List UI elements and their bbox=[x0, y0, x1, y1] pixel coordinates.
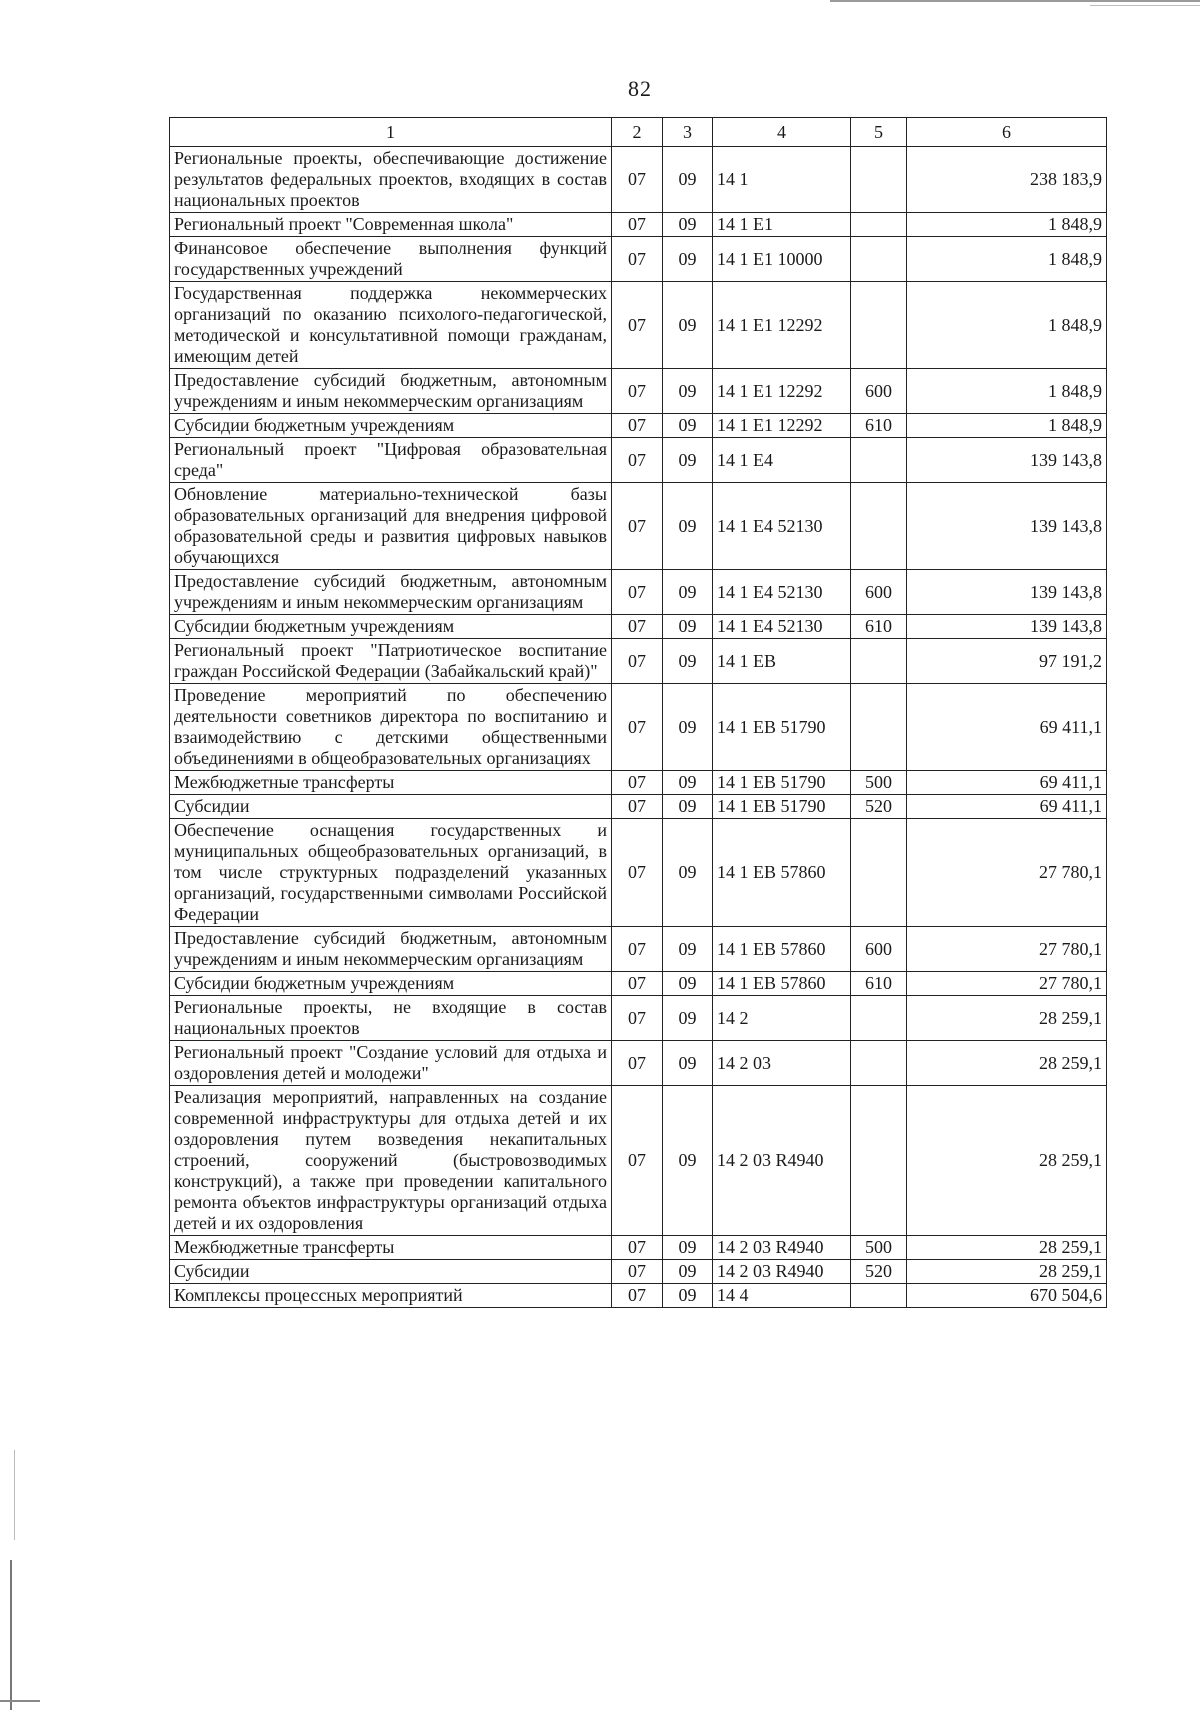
target-article-code: 14 1 EB 57860 bbox=[713, 972, 851, 996]
item-name: Региональный проект "Патриотическое воспитание граждан Российской Федерации (Забайкальский край)" bbox=[170, 639, 612, 684]
target-article-code: 14 1 EB 57860 bbox=[713, 927, 851, 972]
item-name: Субсидии бюджетным учреждениям bbox=[170, 615, 612, 639]
item-name: Субсидии бюджетным учреждениям bbox=[170, 414, 612, 438]
section-code: 07 bbox=[612, 684, 663, 771]
target-article-code: 14 1 E1 10000 bbox=[713, 237, 851, 282]
table-row bbox=[170, 795, 1107, 819]
scan-artifact-top bbox=[830, 0, 1200, 2]
section-code: 07 bbox=[612, 1260, 663, 1284]
item-name: Государственная поддержка некоммерческих организаций по оказанию психолого-педагогической, методической и консультативной помощи гражданам, имеющим детей bbox=[170, 282, 612, 369]
target-article-code: 14 1 E4 52130 bbox=[713, 615, 851, 639]
expense-type-code bbox=[851, 639, 907, 684]
target-article-code: 14 1 E1 12292 bbox=[713, 282, 851, 369]
table-row bbox=[170, 1236, 1107, 1260]
target-article-code: 14 1 EB 51790 bbox=[713, 771, 851, 795]
item-name: Региональный проект "Современная школа" bbox=[170, 213, 612, 237]
item-name: Субсидии бюджетным учреждениям bbox=[170, 972, 612, 996]
target-article-code: 14 1 E1 12292 bbox=[713, 369, 851, 414]
section-code: 07 bbox=[612, 639, 663, 684]
item-name: Комплексы процессных мероприятий bbox=[170, 1284, 612, 1308]
section-code: 07 bbox=[612, 1284, 663, 1308]
scan-artifact-left bbox=[10, 1560, 12, 1710]
expense-type-code bbox=[851, 438, 907, 483]
target-article-code: 14 4 bbox=[713, 1284, 851, 1308]
expense-type-code: 600 bbox=[851, 570, 907, 615]
subsection-code: 09 bbox=[663, 1284, 713, 1308]
subsection-code: 09 bbox=[663, 570, 713, 615]
amount: 139 143,8 bbox=[907, 615, 1107, 639]
scan-artifact-left-2 bbox=[14, 1450, 15, 1540]
table-row bbox=[170, 1041, 1107, 1086]
item-name: Проведение мероприятий по обеспечению деятельности советников директора по воспитанию и взаимодействию с детскими общественными объединениями в общеобразовательных организациях bbox=[170, 684, 612, 771]
budget-table bbox=[169, 117, 1107, 1308]
item-name: Региональный проект "Цифровая образовательная среда" bbox=[170, 438, 612, 483]
table-row bbox=[170, 1260, 1107, 1284]
section-code: 07 bbox=[612, 414, 663, 438]
amount: 97 191,2 bbox=[907, 639, 1107, 684]
expense-type-code: 500 bbox=[851, 1236, 907, 1260]
column-header-3: 3 bbox=[663, 118, 713, 147]
expense-type-code bbox=[851, 237, 907, 282]
subsection-code: 09 bbox=[663, 927, 713, 972]
target-article-code: 14 1 E1 12292 bbox=[713, 414, 851, 438]
section-code: 07 bbox=[612, 615, 663, 639]
amount: 28 259,1 bbox=[907, 1260, 1107, 1284]
table-row bbox=[170, 237, 1107, 282]
subsection-code: 09 bbox=[663, 684, 713, 771]
amount: 69 411,1 bbox=[907, 771, 1107, 795]
subsection-code: 09 bbox=[663, 795, 713, 819]
target-article-code: 14 1 EB 57860 bbox=[713, 819, 851, 927]
amount: 139 143,8 bbox=[907, 570, 1107, 615]
column-header-5: 5 bbox=[851, 118, 907, 147]
page-number: 82 bbox=[628, 76, 652, 101]
amount: 27 780,1 bbox=[907, 819, 1107, 927]
amount: 28 259,1 bbox=[907, 996, 1107, 1041]
scan-artifact-bottom-left bbox=[0, 1700, 40, 1702]
amount: 1 848,9 bbox=[907, 213, 1107, 237]
column-header-2: 2 bbox=[612, 118, 663, 147]
subsection-code: 09 bbox=[663, 996, 713, 1041]
target-article-code: 14 1 E1 bbox=[713, 213, 851, 237]
item-name: Региональные проекты, не входящие в состав национальных проектов bbox=[170, 996, 612, 1041]
item-name: Предоставление субсидий бюджетным, автономным учреждениям и иным некоммерческим организациям bbox=[170, 927, 612, 972]
expense-type-code bbox=[851, 1284, 907, 1308]
expense-type-code: 610 bbox=[851, 615, 907, 639]
amount: 1 848,9 bbox=[907, 237, 1107, 282]
section-code: 07 bbox=[612, 570, 663, 615]
item-name: Реализация мероприятий, направленных на создание современной инфраструктуры для отдыха детей и их оздоровления путем возведения некапитальных строений, сооружений (быстровозводимых конструкций), а также при проведении капитального ремонта объектов инфраструктуры организаций отдыха детей и их оздоровления bbox=[170, 1086, 612, 1236]
target-article-code: 14 1 bbox=[713, 147, 851, 213]
target-article-code: 14 2 bbox=[713, 996, 851, 1041]
section-code: 07 bbox=[612, 147, 663, 213]
amount: 27 780,1 bbox=[907, 927, 1107, 972]
table-row bbox=[170, 1086, 1107, 1236]
amount: 28 259,1 bbox=[907, 1041, 1107, 1086]
item-name: Предоставление субсидий бюджетным, автономным учреждениям и иным некоммерческим организациям bbox=[170, 570, 612, 615]
table-row bbox=[170, 213, 1107, 237]
section-code: 07 bbox=[612, 438, 663, 483]
subsection-code: 09 bbox=[663, 438, 713, 483]
section-code: 07 bbox=[612, 795, 663, 819]
subsection-code: 09 bbox=[663, 1086, 713, 1236]
item-name: Межбюджетные трансферты bbox=[170, 771, 612, 795]
subsection-code: 09 bbox=[663, 771, 713, 795]
amount: 28 259,1 bbox=[907, 1236, 1107, 1260]
table-row bbox=[170, 639, 1107, 684]
amount: 1 848,9 bbox=[907, 282, 1107, 369]
section-code: 07 bbox=[612, 1086, 663, 1236]
table-row bbox=[170, 483, 1107, 570]
expense-type-code bbox=[851, 1041, 907, 1086]
expense-type-code bbox=[851, 282, 907, 369]
expense-type-code: 500 bbox=[851, 771, 907, 795]
expense-type-code bbox=[851, 684, 907, 771]
amount: 238 183,9 bbox=[907, 147, 1107, 213]
subsection-code: 09 bbox=[663, 615, 713, 639]
section-code: 07 bbox=[612, 483, 663, 570]
target-article-code: 14 1 E4 52130 bbox=[713, 483, 851, 570]
table-row bbox=[170, 996, 1107, 1041]
target-article-code: 14 2 03 R4940 bbox=[713, 1086, 851, 1236]
section-code: 07 bbox=[612, 213, 663, 237]
item-name: Финансовое обеспечение выполнения функций государственных учреждений bbox=[170, 237, 612, 282]
target-article-code: 14 1 EB 51790 bbox=[713, 684, 851, 771]
column-header-1: 1 bbox=[170, 118, 612, 147]
table-row bbox=[170, 570, 1107, 615]
item-name: Предоставление субсидий бюджетным, автономным учреждениям и иным некоммерческим организациям bbox=[170, 369, 612, 414]
item-name: Региональные проекты, обеспечивающие достижение результатов федеральных проектов, входящих в состав национальных проектов bbox=[170, 147, 612, 213]
expense-type-code bbox=[851, 213, 907, 237]
target-article-code: 14 1 E4 52130 bbox=[713, 570, 851, 615]
expense-type-code bbox=[851, 819, 907, 927]
expense-type-code bbox=[851, 483, 907, 570]
target-article-code: 14 2 03 R4940 bbox=[713, 1260, 851, 1284]
section-code: 07 bbox=[612, 1041, 663, 1086]
expense-type-code: 520 bbox=[851, 795, 907, 819]
section-code: 07 bbox=[612, 369, 663, 414]
amount: 1 848,9 bbox=[907, 369, 1107, 414]
table-row bbox=[170, 771, 1107, 795]
subsection-code: 09 bbox=[663, 483, 713, 570]
section-code: 07 bbox=[612, 771, 663, 795]
expense-type-code bbox=[851, 996, 907, 1041]
section-code: 07 bbox=[612, 972, 663, 996]
target-article-code: 14 2 03 bbox=[713, 1041, 851, 1086]
expense-type-code: 520 bbox=[851, 1260, 907, 1284]
subsection-code: 09 bbox=[663, 1260, 713, 1284]
amount: 139 143,8 bbox=[907, 483, 1107, 570]
table-row bbox=[170, 819, 1107, 927]
amount: 69 411,1 bbox=[907, 795, 1107, 819]
item-name: Субсидии bbox=[170, 795, 612, 819]
expense-type-code: 600 bbox=[851, 369, 907, 414]
subsection-code: 09 bbox=[663, 369, 713, 414]
section-code: 07 bbox=[612, 282, 663, 369]
section-code: 07 bbox=[612, 819, 663, 927]
column-header-6: 6 bbox=[907, 118, 1107, 147]
section-code: 07 bbox=[612, 1236, 663, 1260]
table-row bbox=[170, 147, 1107, 213]
target-article-code: 14 1 EB bbox=[713, 639, 851, 684]
section-code: 07 bbox=[612, 996, 663, 1041]
amount: 27 780,1 bbox=[907, 972, 1107, 996]
subsection-code: 09 bbox=[663, 1041, 713, 1086]
expense-type-code: 600 bbox=[851, 927, 907, 972]
section-code: 07 bbox=[612, 927, 663, 972]
scan-artifact-top-2 bbox=[1090, 5, 1200, 6]
section-code: 07 bbox=[612, 237, 663, 282]
amount: 1 848,9 bbox=[907, 414, 1107, 438]
target-article-code: 14 1 E4 bbox=[713, 438, 851, 483]
target-article-code: 14 2 03 R4940 bbox=[713, 1236, 851, 1260]
subsection-code: 09 bbox=[663, 414, 713, 438]
item-name: Субсидии bbox=[170, 1260, 612, 1284]
table-row bbox=[170, 282, 1107, 369]
table-row bbox=[170, 414, 1107, 438]
table-row bbox=[170, 438, 1107, 483]
subsection-code: 09 bbox=[663, 213, 713, 237]
subsection-code: 09 bbox=[663, 972, 713, 996]
subsection-code: 09 bbox=[663, 147, 713, 213]
item-name: Межбюджетные трансферты bbox=[170, 1236, 612, 1260]
subsection-code: 09 bbox=[663, 639, 713, 684]
target-article-code: 14 1 EB 51790 bbox=[713, 795, 851, 819]
table-row bbox=[170, 684, 1107, 771]
table-row bbox=[170, 615, 1107, 639]
item-name: Региональный проект "Создание условий для отдыха и оздоровления детей и молодежи" bbox=[170, 1041, 612, 1086]
subsection-code: 09 bbox=[663, 1236, 713, 1260]
table-row bbox=[170, 972, 1107, 996]
subsection-code: 09 bbox=[663, 282, 713, 369]
amount: 670 504,6 bbox=[907, 1284, 1107, 1308]
table-row bbox=[170, 1284, 1107, 1308]
item-name: Обеспечение оснащения государственных и муниципальных общеобразовательных организаций, в том числе структурных подразделений указанных организаций, государственными символами Российской Федерации bbox=[170, 819, 612, 927]
subsection-code: 09 bbox=[663, 237, 713, 282]
amount: 28 259,1 bbox=[907, 1086, 1107, 1236]
subsection-code: 09 bbox=[663, 819, 713, 927]
expense-type-code bbox=[851, 1086, 907, 1236]
expense-type-code: 610 bbox=[851, 414, 907, 438]
expense-type-code bbox=[851, 147, 907, 213]
header-row bbox=[170, 118, 1107, 147]
amount: 139 143,8 bbox=[907, 438, 1107, 483]
table-row bbox=[170, 369, 1107, 414]
item-name: Обновление материально-технической базы образовательных организаций для внедрения цифровой образовательной среды и развития цифровых навыков обучающихся bbox=[170, 483, 612, 570]
table-row bbox=[170, 927, 1107, 972]
expense-type-code: 610 bbox=[851, 972, 907, 996]
column-header-4: 4 bbox=[713, 118, 851, 147]
amount: 69 411,1 bbox=[907, 684, 1107, 771]
